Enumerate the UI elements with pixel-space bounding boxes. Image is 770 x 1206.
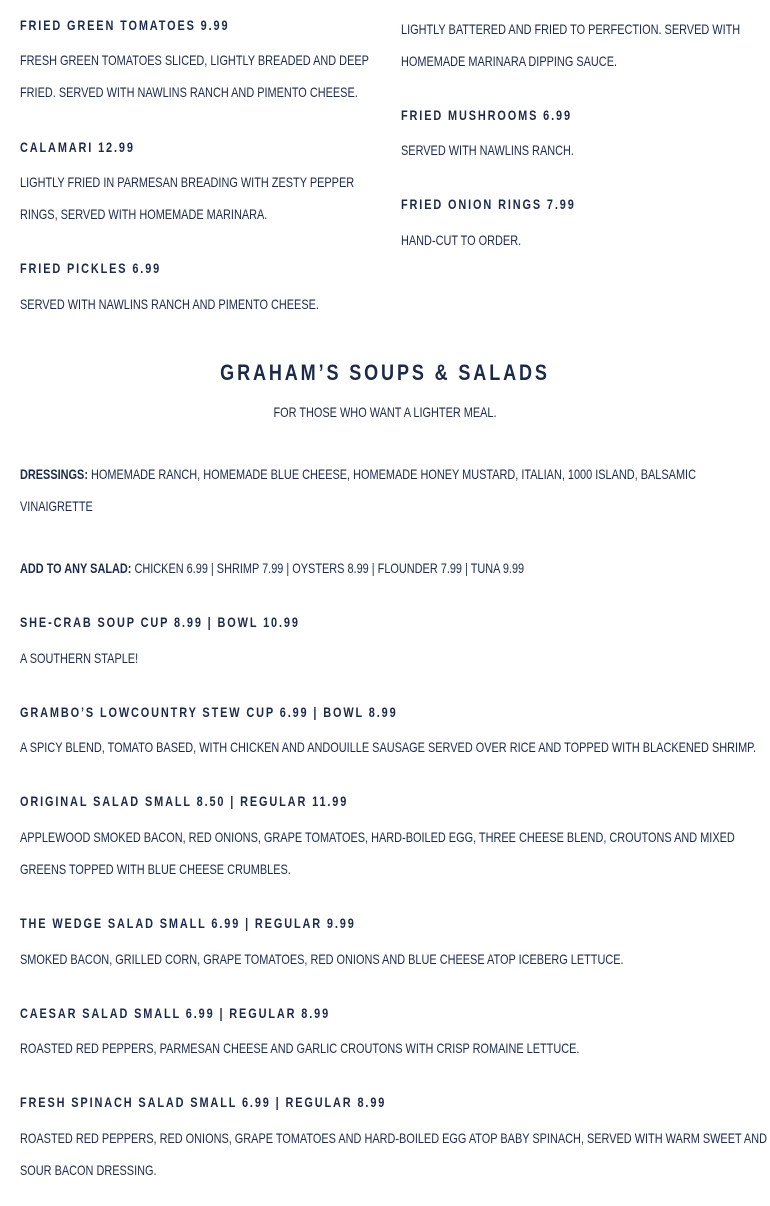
menu-item-description: A SOUTHERN STAPLE! <box>20 650 139 666</box>
add-to-salad-label: ADD TO ANY SALAD: <box>20 560 132 576</box>
menu-item-description: SMOKED BACON, GRILLED CORN, GRAPE TOMATOES, RED ONIONS AND BLUE CHEESE ATOP ICEBERG LETTUCE. <box>20 951 624 967</box>
dressings-label: DRESSINGS: <box>20 466 88 482</box>
dressings-info: DRESSINGS: HOMEMADE RANCH, HOMEMADE BLUE CHEESE, HOMEMADE HONEY MUSTARD, ITALIAN, 1000 ISLAND, BALSAMIC VINAIGRETTE <box>20 466 696 514</box>
menu-item-title: THE WEDGE SALAD SMALL 6.99 | REGULAR 9.99 <box>20 915 356 931</box>
menu-item-title: ORIGINAL SALAD SMALL 8.50 | REGULAR 11.99 <box>20 793 349 809</box>
menu-item-title: FRIED MUSHROOMS 6.99 <box>401 107 572 123</box>
menu-item-description: APPLEWOOD SMOKED BACON, RED ONIONS, GRAPE TOMATOES, HARD-BOILED EGG, THREE CHEESE BLEND, CROUTONS AND MIXED GREENS TOPPED WITH BLUE CHEESE CRUMBLES. <box>20 829 735 877</box>
menu-item-description: ROASTED RED PEPPERS, PARMESAN CHEESE AND GARLIC CROUTONS WITH CRISP ROMAINE LETTUCE. <box>20 1040 580 1056</box>
menu-item-title: FRIED GREEN TOMATOES 9.99 <box>20 17 230 33</box>
menu-item-title: CAESAR SALAD SMALL 6.99 | REGULAR 8.99 <box>20 1005 331 1021</box>
menu-item-description: A SPICY BLEND, TOMATO BASED, WITH CHICKEN AND ANDOUILLE SAUSAGE SERVED OVER RICE AND TOPPED WITH BLACKENED SHRIMP. <box>20 739 757 755</box>
menu-item-title: SHE-CRAB SOUP CUP 8.99 | BOWL 10.99 <box>20 614 300 630</box>
add-to-salad-info: ADD TO ANY SALAD: CHICKEN 6.99 | SHRIMP 7.99 | OYSTERS 8.99 | FLOUNDER 7.99 | TUNA 9.99 <box>20 560 525 576</box>
menu-item-title: GRAMBO’S LOWCOUNTRY STEW CUP 6.99 | BOWL 8.99 <box>20 704 398 720</box>
menu-item-description: SERVED WITH NAWLINS RANCH AND PIMENTO CHEESE. <box>20 296 319 312</box>
menu-item-title: FRIED ONION RINGS 7.99 <box>401 196 576 212</box>
menu-item-description: HAND-CUT TO ORDER. <box>401 232 522 248</box>
menu-item-description: LIGHTLY BATTERED AND FRIED TO PERFECTION. SERVED WITH HOMEMADE MARINARA DIPPING SAUCE. <box>401 21 741 69</box>
menu-item-title: FRESH SPINACH SALAD SMALL 6.99 | REGULAR 8.99 <box>20 1094 387 1110</box>
menu-item-description: LIGHTLY FRIED IN PARMESAN BREADING WITH ZESTY PEPPER RINGS, SERVED WITH HOMEMADE MARINARA. <box>20 174 355 222</box>
menu-item-description: ROASTED RED PEPPERS, RED ONIONS, GRAPE TOMATOES AND HARD-BOILED EGG ATOP BABY SPINACH, SERVED WITH WARM SWEET AND SOUR BACON DRESSING. <box>20 1130 767 1178</box>
section-subheading: FOR THOSE WHO WANT A LIGHTER MEAL. <box>273 404 497 420</box>
menu-item-description: SERVED WITH NAWLINS RANCH. <box>401 142 574 158</box>
menu-item-title: CALAMARI 12.99 <box>20 139 135 155</box>
menu-item-description: FRESH GREEN TOMATOES SLICED, LIGHTLY BREADED AND DEEP FRIED. SERVED WITH NAWLINS RANCH AND PIMENTO CHEESE. <box>20 52 369 100</box>
menu-item-title: FRIED PICKLES 6.99 <box>20 260 162 276</box>
section-heading: GRAHAM’S SOUPS & SALADS <box>220 360 550 385</box>
